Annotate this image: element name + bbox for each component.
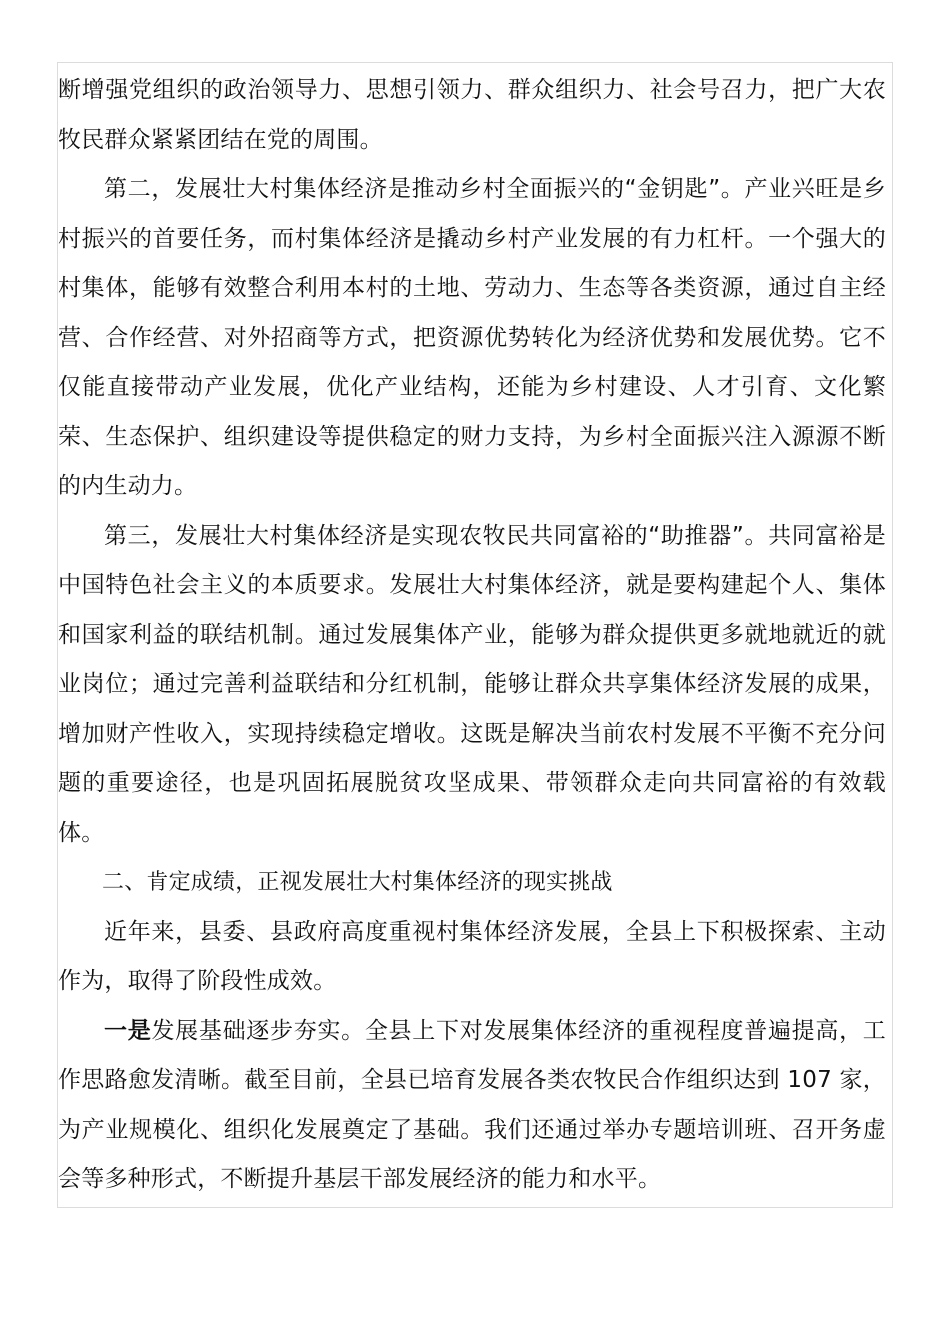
achievement-one-lead: 一是 xyxy=(104,1017,152,1044)
paragraph-intro-achievements: 近年来，县委、县政府高度重视村集体经济发展，全县上下积极探索、主动作为，取得了阶段性成效。 xyxy=(58,918,886,994)
paragraph-third-point: 第三，发展壮大村集体经济是实现农牧民共同富裕的“助推器”。共同富裕是中国特色社会主义的本质要求。发展壮大村集体经济，就是要构建起个人、集体和国家利益的联结机制。通过发展集体产业，能够为群众提供更多就地就近的就业岗位；通过完善利益联结和分红机制，能够让群众共享集体经济发展的成果，增加财产性收入，实现持续稳定增收。这既是解决当前农村发展不平衡不充分问题的重要途径，也是巩固拓展脱贫攻坚成果、带领群众走向共同富裕的有效载体。 xyxy=(58,522,886,846)
paragraph-continuation: 断增强党组织的政治领导力、思想引领力、群众组织力、社会号召力，把广大农牧民群众紧紧团结在党的周围。 xyxy=(58,77,886,153)
section-heading-2: 二、肯定成绩，正视发展壮大村集体经济的现实挑战 xyxy=(102,870,613,895)
achievement-one-text: 发展基础逐步夯实。全县上下对发展集体经济的重视程度普遍提高，工作思路愈发清晰。截至目前，全县已培育发展各类农牧民合作组织达到 107 家，为产业规模化、组织化发展奠定了基础。我们还通过举办专题培训班、召开务虚会等多种形式，不断提升基层干部发展经济的能力和水平。 xyxy=(58,1017,887,1192)
paragraph-achievement-one xyxy=(58,1007,886,1205)
document-body xyxy=(58,66,886,1205)
paragraph-second-point: 第二，发展壮大村集体经济是推动乡村全面振兴的“金钥匙”。产业兴旺是乡村振兴的首要任务，而村集体经济是撬动乡村产业发展的有力杠杆。一个强大的村集体，能够有效整合利用本村的土地、劳动力、生态等各类资源，通过自主经营、合作经营、对外招商等方式，把资源优势转化为经济优势和发展优势。它不仅能直接带动产业发展，优化产业结构，还能为乡村建设、人才引育、文化繁荣、生态保护、组织建设等提供稳定的财力支持，为乡村全面振兴注入源源不断的内生动力。 xyxy=(58,176,886,499)
